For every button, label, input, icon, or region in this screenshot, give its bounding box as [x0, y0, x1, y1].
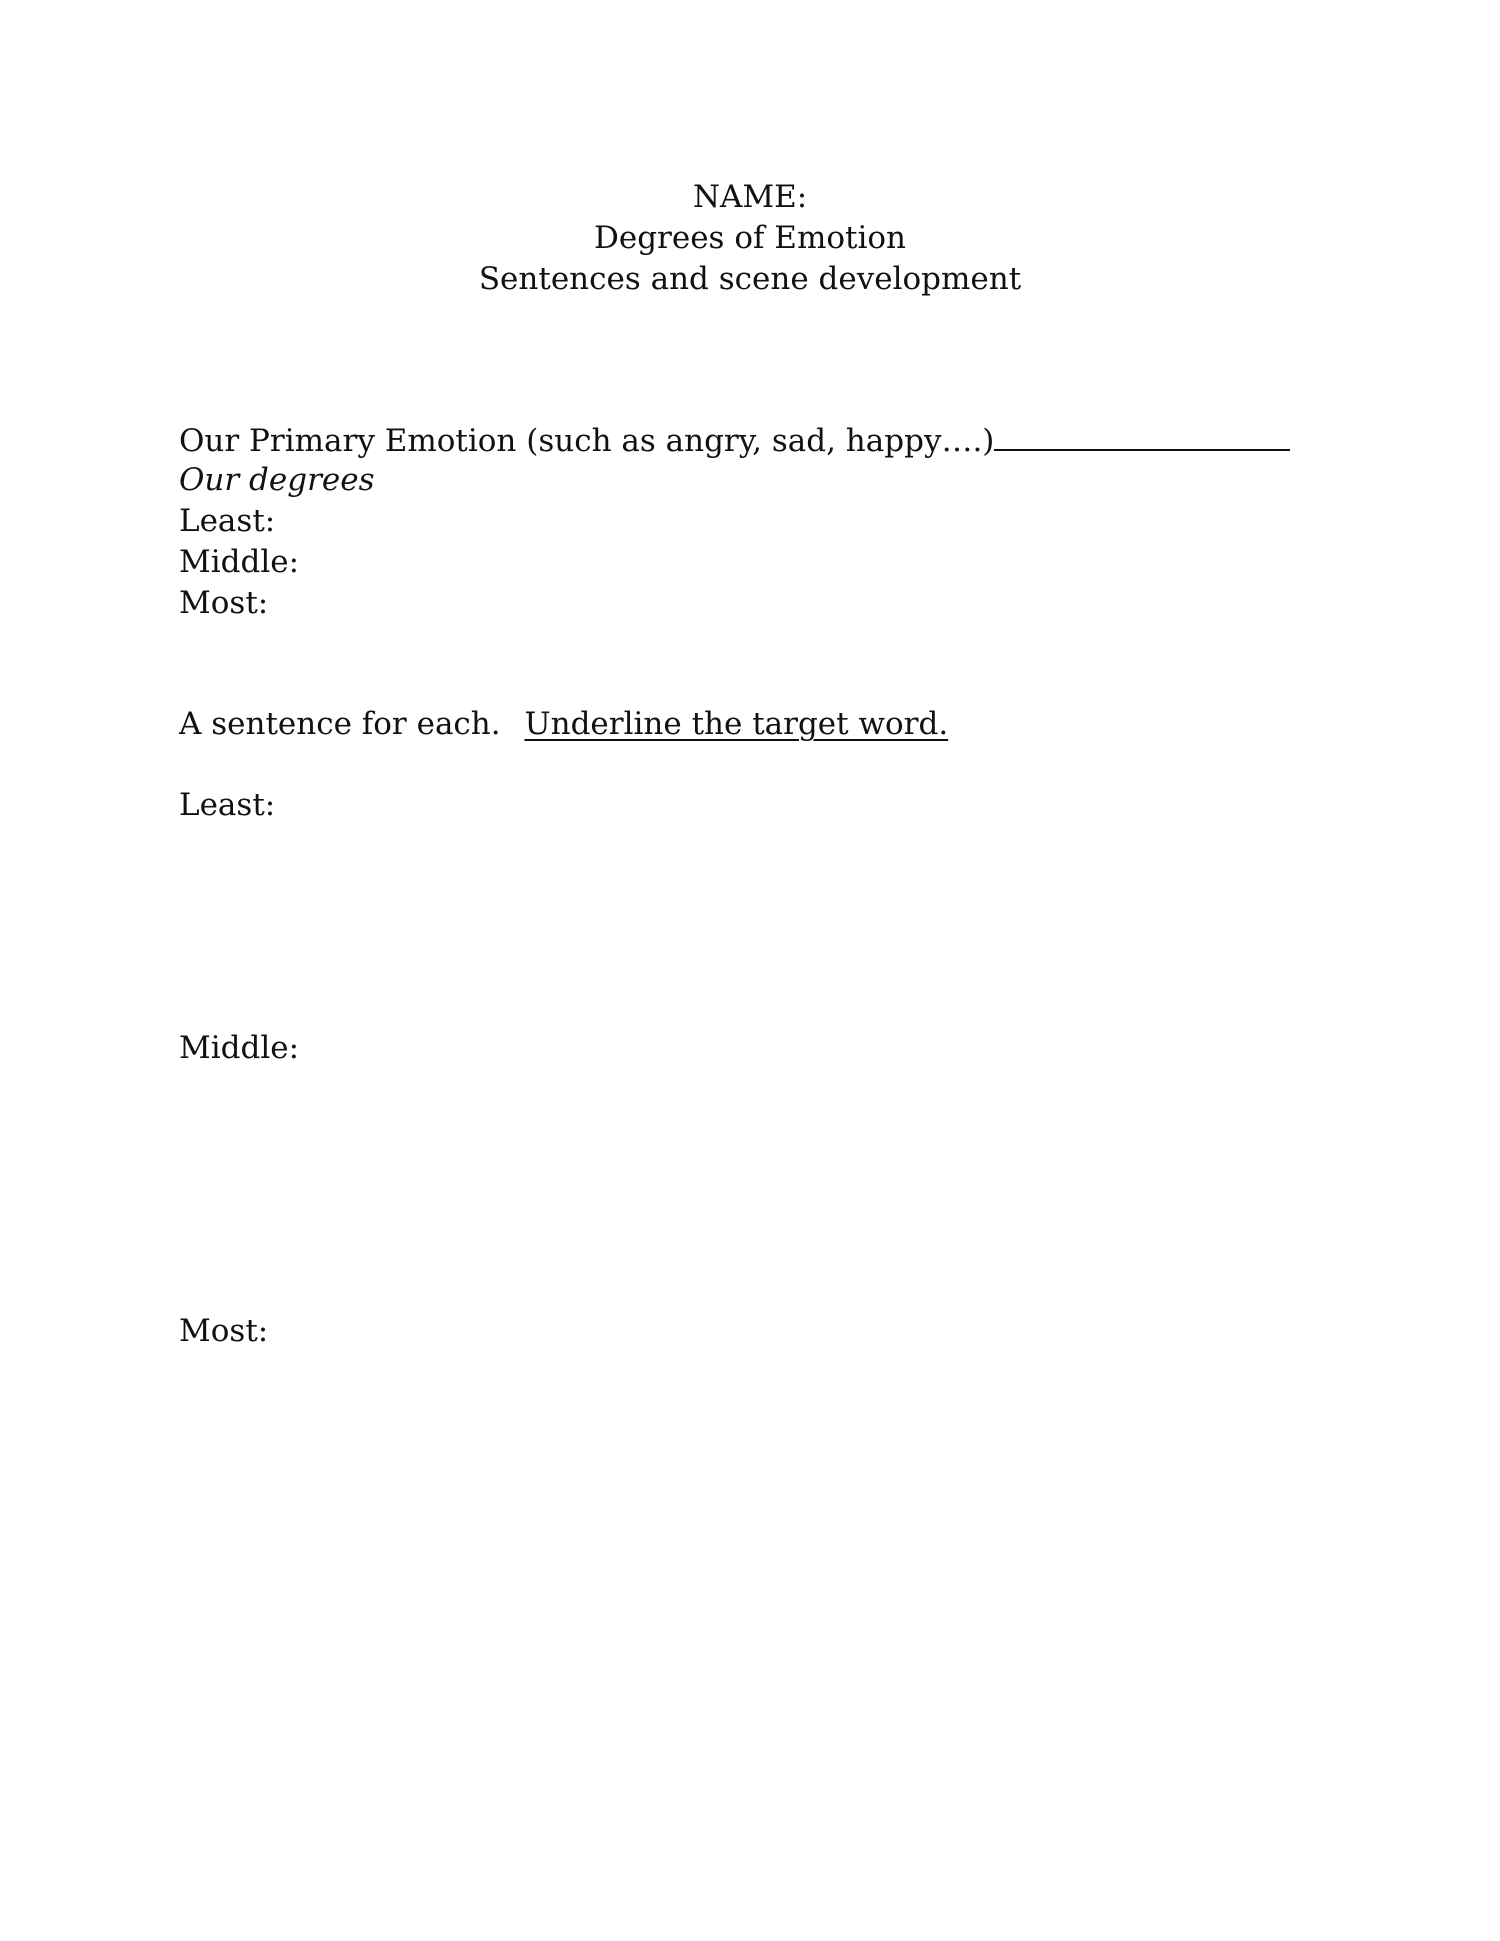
- degrees-heading: Our degrees: [179, 462, 375, 498]
- degree-most-label: Most:: [179, 585, 269, 621]
- sentence-least-label: Least:: [179, 787, 276, 823]
- instruction-text: A sentence for each.: [179, 706, 501, 742]
- name-label: NAME:: [692, 179, 808, 215]
- worksheet-subtitle: Sentences and scene development: [478, 261, 1022, 297]
- sentence-most-label: Most:: [179, 1313, 269, 1349]
- primary-emotion-blank[interactable]: [994, 419, 1290, 451]
- primary-emotion-line: [179, 419, 1290, 462]
- degrees-list: [179, 460, 375, 624]
- instruction-underlined-text: Underline the target word.: [524, 706, 949, 742]
- worksheet-title: Degrees of Emotion: [594, 220, 906, 256]
- sentence-instructions: [179, 704, 948, 745]
- degree-least-label: Least:: [179, 503, 276, 539]
- worksheet-header: [0, 177, 1500, 300]
- primary-emotion-prompt: Our Primary Emotion (such as angry, sad, happy….): [179, 423, 995, 459]
- sentence-middle-label: Middle:: [179, 1030, 300, 1066]
- degree-middle-label: Middle:: [179, 544, 300, 580]
